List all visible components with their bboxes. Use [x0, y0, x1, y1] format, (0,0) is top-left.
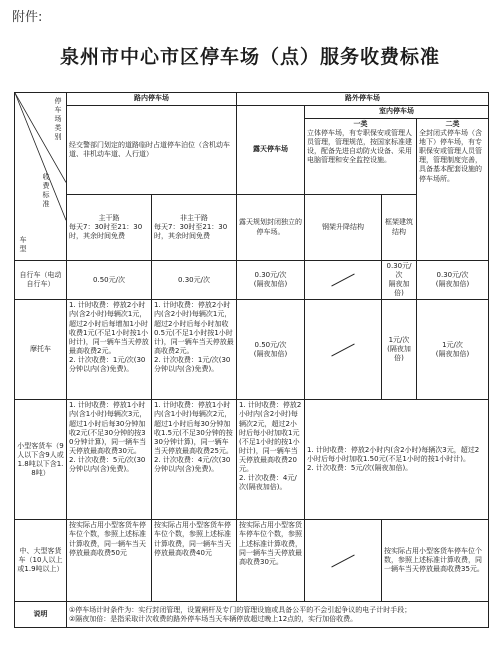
class-two-cell — [417, 119, 489, 261]
class-one-cell — [305, 119, 417, 195]
small-car-main-road-fee: 1. 计时收费：停放1小时内(含1小时)每辆次3元，超过1小时后每30分钟加收2元(不足30分钟的按30分钟计算)，同一辆车当天停放最高收费30元。 2. 计次收费：5元/次(30分钟以内(含)免费)。 — [67, 400, 152, 520]
bicycle-non-main-road-fee: 0.30元/次 — [152, 261, 237, 300]
class-one-title: 一类 — [353, 120, 368, 128]
notes-content — [67, 602, 489, 628]
road-parking-description: 经交警部门划定的道路临时占道停车泊位（含机动车道、非机动车道、人行道） — [67, 106, 237, 195]
small-car-indoor-fee: 1. 计时收费：停放2小时内(含2小时)每辆次3元，超过2小时后每小时加收1.50元(不足1小时的按1小时计)。 2. 计次收费：5元/次(隔夜加倍)。 — [305, 400, 489, 520]
class-one-description: 立体停车场，有专职保安或管理人员管理，管理规范，按国家标准建设，配备先进自动防火设备、采用电脑管理和安全监控设施。 — [307, 129, 412, 165]
row-label-bicycle: 自行车（电动自行车） — [15, 261, 67, 300]
bicycle-open-air-fee: 0.30元/次 (隔夜加倍) — [237, 261, 305, 300]
large-car-non-main-road-fee: 按实际占用小型客货车停车位个数，参照上述标准计算收费，同一辆车当天停放最高收费40元 — [152, 520, 237, 602]
motorcycle-main-road-fee: 1. 计时收费：停放2小时内(含2小时)每辆次1元，超过2小时后每增加1小时收费1元(不足1小时按1小时计)，同一辆车当天停放最高收费2元。 2. 计次收费：1元/次(30分钟以内(含)免费)。 — [67, 300, 152, 400]
note-closed-timing: ①停车场计时条件为：实行封闭管理，设置闸杆及专门的管理设施或具备公平的不会引起争议的电子计时手段； — [69, 605, 412, 614]
header-road-parking: 路内停车场 — [67, 93, 237, 106]
large-car-class-two-fee: 按实际占用小型客货车停车位个数，参照上述标准计算收费，同一辆车当天停放最高收费35元。 — [382, 520, 489, 602]
non-main-road-hours: 每天7：30时至21：30时，其余时间免费 — [154, 222, 228, 241]
large-car-main-road-fee: 按实际占用小型客货车停车位个数，参照上述标准计算收费，同一辆车当天停放最高收费50元 — [67, 520, 152, 602]
corner-header-cell — [15, 93, 67, 261]
steel-lift-structure: 钢架升降结构 — [305, 195, 382, 261]
motorcycle-class-two-fee: 1元/次 (隔夜加倍) — [417, 300, 489, 400]
main-road-cell — [67, 195, 152, 261]
row-label-motorcycle: 摩托车 — [15, 300, 67, 400]
class-two-description: 全封闭式停车场（含地下）停车场，有专职保安或管理人员管理，管理制度完善，具备基本配套设施的停车场所。 — [419, 129, 482, 183]
large-car-open-air-fee: 按实际占用小型客货车停车位个数，参照上述标准计算收费，同一辆车当天停放最高收费30元。 — [237, 520, 305, 602]
bicycle-frame-fee: 0.30元/次 隔夜加倍) — [382, 261, 417, 300]
attachment-label: 附件: — [12, 10, 43, 25]
main-road-hours: 每天7：30时至21：30时，其余时间免费 — [69, 222, 143, 241]
bicycle-class-two-fee: 0.30元/次 (隔夜加倍) — [417, 261, 489, 300]
main-road-title: 主干路 — [98, 213, 120, 222]
frame-lift-structure: 框架建筑结构 — [382, 195, 417, 261]
motorcycle-open-air-fee: 0.50元/次 (隔夜加倍) — [237, 300, 305, 400]
corner-fee-label: 收费标准 — [42, 173, 50, 209]
header-indoor: 室内停车场 — [305, 106, 489, 119]
document-title: 泉州市中心市区停车场（点）服务收费标准 — [59, 46, 440, 68]
bicycle-steel-lift-na — [305, 261, 382, 300]
fee-standard-table — [14, 92, 489, 628]
non-main-road-title: 非主干路 — [180, 213, 208, 222]
class-two-title: 二类 — [445, 120, 460, 128]
row-label-small-car: 小型客货车（9人以下含9人或1.8吨以下含1.8吨） — [15, 400, 67, 520]
row-label-large-car: 中、大型客货车（10人以上或1.9吨以上） — [15, 520, 67, 602]
small-car-non-main-road-fee: 1. 计时收费：停放1小时内(含1小时)每辆次2元，超过1小时后每30分钟加收1.5元(不足30分钟的按30分钟计算)，同一辆车当天停放最高收费25元。 2. 计次收费：4元/次(30分钟以内(含)免费)。 — [152, 400, 237, 520]
bicycle-main-road-fee: 0.50元/次 — [67, 261, 152, 300]
header-off-road-parking: 路外停车场 — [237, 93, 489, 106]
corner-vehicle-label: 车型 — [19, 235, 27, 253]
motorcycle-steel-lift-na — [305, 300, 382, 400]
open-air-description: 露天规划封闭独立的停车场。 — [237, 195, 305, 261]
notes-label: 说明 — [15, 602, 67, 628]
motorcycle-frame-fee: 1元/次 (隔夜加倍) — [382, 300, 417, 400]
small-car-open-air-fee: 1. 计时收费：停放2小时内(含2小时)每辆次2元，超过2小时后每小时加收1元(不足1小时的按1小时计)，同一辆车当天停放最高收费20元。 2. 计次收费：4元/次(隔夜加倍)。 — [237, 400, 305, 520]
corner-lot-label: 停车场类别 — [54, 97, 62, 142]
non-main-road-cell — [152, 195, 237, 261]
header-open-air: 露天停车场 — [237, 106, 305, 195]
motorcycle-non-main-road-fee: 1. 计时收费：停放2小时内(含2小时)每辆次1元，超过2小时后每小时加收0.5元(不足1小时按1小时计)，同一辆车当天停放最高收费2元。 2. 计次收费：1元/次(30分钟以内(含)免费)。 — [152, 300, 237, 400]
note-overnight-double: ②隔夜加倍：是指采取计次收费的路外停车场当天车辆停放超过晚上12点的，实行加倍收费。 — [69, 614, 358, 623]
large-car-steel-lift-na — [305, 520, 382, 602]
